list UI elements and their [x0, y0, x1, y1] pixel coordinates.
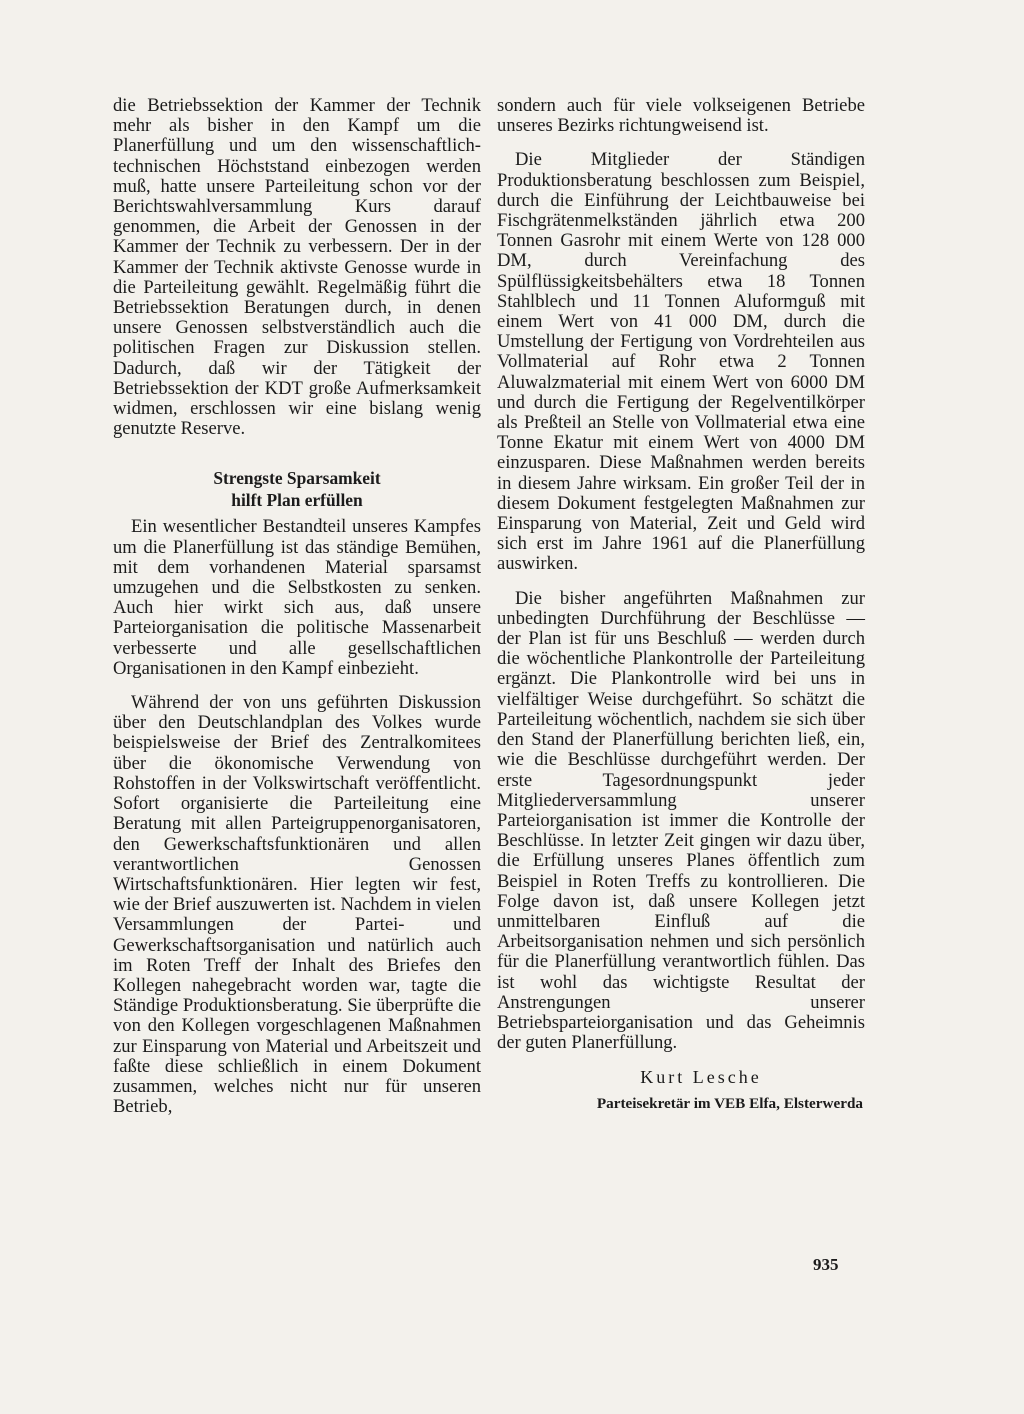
section-heading-line-1: Strengste Sparsamkeit: [213, 468, 381, 489]
left-paragraph-3: Während der von uns geführten Diskussion über den Deutschlandplan des Volkes wurde beispielsweise der Brief des Zentralkomitees über die ökonomische Verwendung von Rohstoffen in der Volkswirtschaft veröffentlicht. Sofort organisierte die Parteileitung eine Beratung mit allen Parteigruppenorganisatoren, den Gewerkschaftsfunktionären und allen verantwortlichen Genossen Wirtschaftsfunktionären. Hier legten wir fest, wie der Brief auszuwerten ist. Nachdem in vielen Versammlungen der Partei- und Gewerkschaftsorganisation und natürlich auch im Roten Treff der Inhalt des Briefes den Kollegen nahegebracht worden war, tagte die Ständige Produktionsberatung. Sie überprüfte die von den Kollegen vorgeschlagenen Maßnahmen zur Einsparung von Material und Arbeitszeit und faßte diese schließlich in einem Dokument zusammen, welches nicht nur für unseren Betrieb,: [113, 692, 481, 1118]
right-paragraph-1: sondern auch für viele volkseigenen Betriebe unseres Bezirks richtungweisend ist.: [497, 95, 865, 137]
left-paragraph-1: die Betriebssektion der Kammer der Technik mehr als bisher in den Kampf um die Planerfüllung und um den wissenschaftlich-technischen Höchststand einbezogen werden muß, hatte unsere Parteileitung schon vor der Berichtswahlversammlung Kurs darauf genommen, die Arbeit der Genossen in der Kammer der Technik zu verbessern. Der in der Kammer der Technik aktivste Genosse wurde in die Parteileitung gewählt. Regelmäßig führt die Betriebssektion Beratungen durch, in denen unsere Genossen selbstverständlich auch die politischen Fragen zur Diskussion stellen. Dadurch, daß wir der Tätigkeit der Betriebssektion der KDT große Aufmerksamkeit widmen, erschlossen wir eine bislang wenig genutzte Reserve.: [113, 95, 481, 440]
author-name: Kurt Lesche: [640, 1067, 762, 1088]
right-paragraph-3: Die bisher angeführten Maßnahmen zur unbedingten Durchführung der Beschlüsse — der Plan ist für uns Beschluß — werden durch die wöchentliche Plankontrolle der Parteileitung ergänzt. Die Plankontrolle wird bei uns in vielfältiger Weise durchgeführt. So schätzt die Parteileitung wöchentlich, nachdem sie sich über den Stand der Planerfüllung berichten ließ, ein, wie die Beschlüsse durchgeführt werden. Der erste Tagesordnungspunkt jeder Mitgliederversammlung unserer Parteiorganisation ist immer die Kontrolle der Beschlüsse. In letzter Zeit gingen wir dazu über, die Erfüllung unseres Planes öffentlich zum Beispiel in Roten Treffs zu kontrollieren. Die Folge davon ist, daß unsere Kollegen jetzt unmittelbaren Einfluß auf die Arbeitsorganisation nehmen und sich persönlich für die Planerfüllung verantwortlich fühlen. Das ist wohl das wichtigste Resultat der Anstrengungen unserer Betriebsparteiorganisation und das Geheimnis der guten Planerfüllung.: [497, 587, 865, 1054]
page-number: 935: [813, 1255, 839, 1274]
left-paragraph-2: Ein wesentlicher Bestandteil unseres Kampfes um die Planerfüllung ist das ständige Bemühen, mit dem vorhandenen Material sparsamst umzugehen und die Selbstkosten zu senken. Auch hier wirkt sich aus, daß unsere Parteiorganisation die politische Massenarbeit verbesserte und alle gesellschaftlichen Organisationen in den Kampf einbezieht.: [113, 516, 481, 679]
section-heading: [113, 467, 481, 511]
left-column: [113, 96, 481, 1131]
section-heading-line-2: hilft Plan erfüllen: [231, 490, 363, 511]
right-column: [497, 96, 865, 1114]
author-role: Parteisekretär im VEB Elfa, Elsterwerda: [596, 1094, 863, 1112]
right-paragraph-2: Die Mitglieder der Ständigen Produktionsberatung beschlossen zum Beispiel, durch die Einführung der Leichtbauweise bei Fischgrätenmelkständen jährlich etwa 200 Tonnen Gasrohr mit einem Werte von 128 000 DM, durch Vereinfachung des Spülflüssigkeitsbehälters etwa 18 Tonnen Stahlblech und 11 Tonnen Aluformguß mit einem Wert von 41 000 DM, durch die Umstellung der Fertigung von Vordrehteilen aus Vollmaterial auf Rohr etwa 2 Tonnen Aluwalzmaterial mit einem Wert von 6000 DM und durch die Fertigung der Regelventilkörper als Preßteil an Stelle von Vollmaterial etwa eine Tonne Ekatur mit einem Wert von 4000 DM einzusparen. Diese Maßnahmen werden bereits in diesem Jahre wirksam. Ein großer Teil der in diesem Dokument festgelegten Maßnahmen zur Einsparung von Material, Zeit und Geld wird sich erst im Jahre 1961 auf die Planerfüllung auswirken.: [497, 149, 865, 575]
